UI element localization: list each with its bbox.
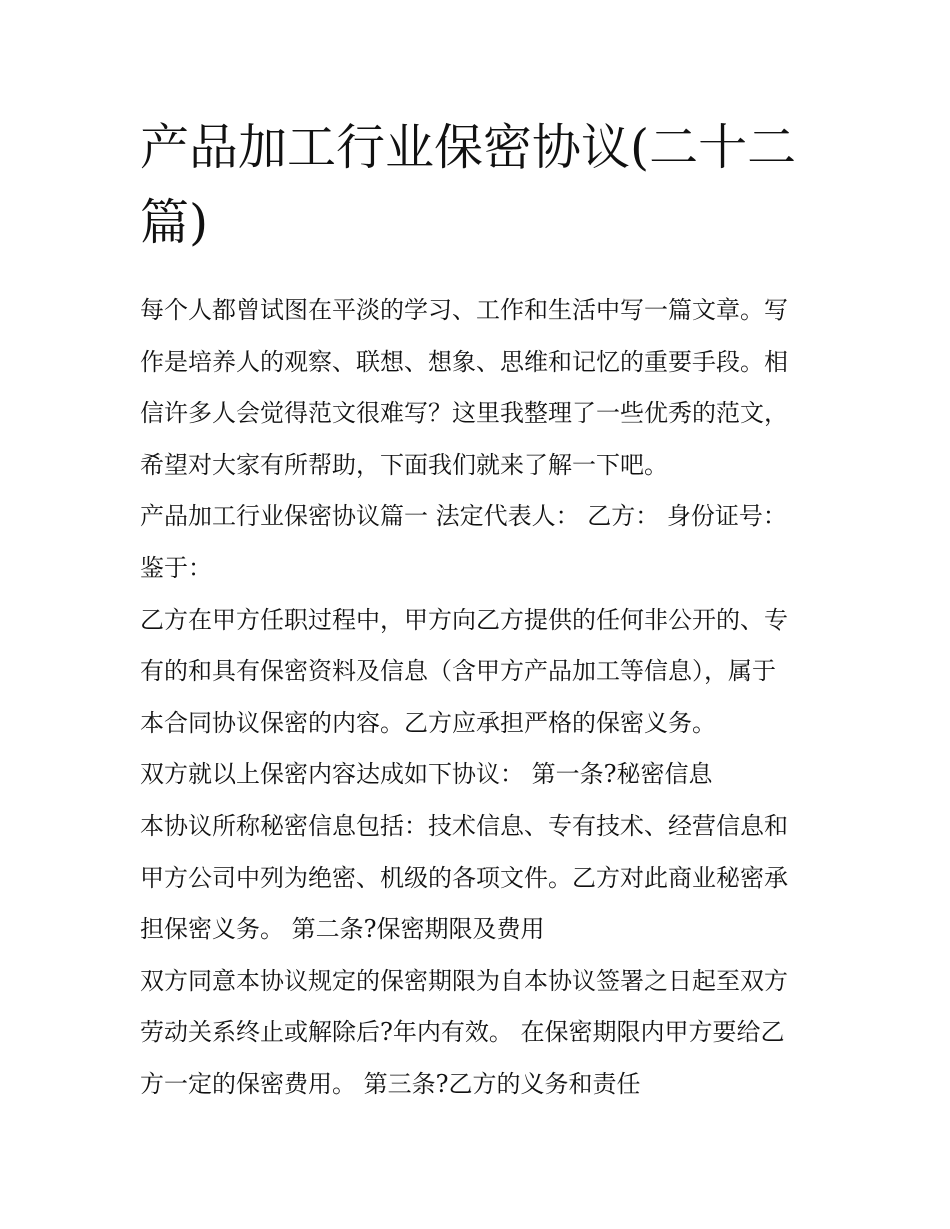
body-line: 双方同意本协议规定的保密期限为自本协议签署之日起至双方 [140,966,788,995]
body-line: 信许多人会觉得范文很难写？这里我整理了一些优秀的范文， [140,399,788,428]
body-line: 本合同协议保密的内容。乙方应承担严格的保密义务。 [140,708,716,737]
body-line: 方一定的保密费用。 第三条?乙方的义务和责任 [140,1069,641,1098]
body-line: 甲方公司中列为绝密、机级的各项文件。乙方对此商业秘密承 [140,863,788,892]
body-line: 本协议所称秘密信息包括：技术信息、专有技术、经营信息和 [140,811,788,840]
body-line: 劳动关系终止或解除后?年内有效。 在保密期限内甲方要给乙 [140,1018,785,1047]
title-line: 篇) [140,194,209,251]
body-line: 鉴于： [140,553,212,582]
document-content [140,110,812,1111]
title-line: 产品加工行业保密协议(二十二 [140,119,797,176]
body-line: 每个人都曾试图在平淡的学习、工作和生活中写一篇文章。写 [140,296,788,324]
body-line: 作是培养人的观察、联想、想象、思维和记忆的重要手段。相 [140,347,788,376]
body-line: 希望对大家有所帮助，下面我们就来了解一下吧。 [140,450,668,479]
document-title [140,110,812,260]
document-body [140,285,812,1111]
body-line: 乙方在甲方任职过程中，甲方向乙方提供的任何非公开的、专 [140,605,788,634]
body-line: 担保密义务。 第二条?保密期限及费用 [140,915,545,944]
body-line: 双方就以上保密内容达成如下协议： 第一条?秘密信息 [140,760,713,789]
body-line: 产品加工行业保密协议篇一 法定代表人： 乙方： 身份证号： [140,502,787,531]
body-line: 有的和具有保密资料及信息（含甲方产品加工等信息），属于 [140,657,776,686]
